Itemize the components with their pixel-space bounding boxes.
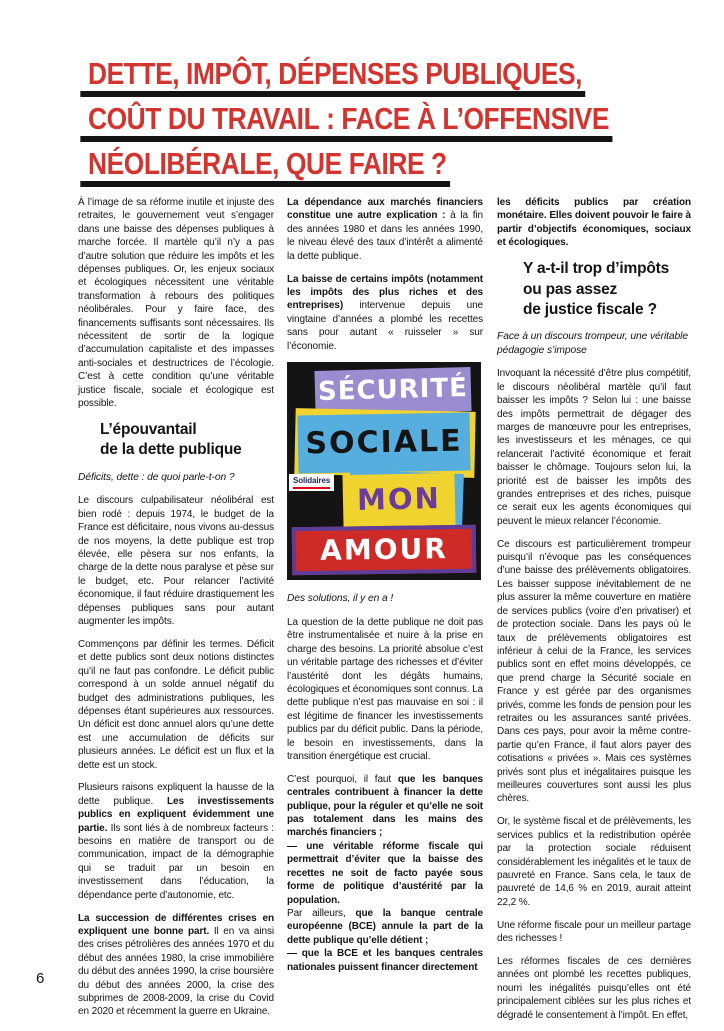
article-title-line-1 xyxy=(88,57,701,102)
poster-securite-sociale-mon-amour xyxy=(287,362,481,580)
section-heading: Y a-t-il trop d’impôts ou pas assez de justice fiscale ? xyxy=(523,260,670,319)
title-text: DETTE, IMPÔT, DÉPENSES PUBLIQUES, xyxy=(88,57,582,94)
section-kicker: Déficits, dette : de quoi parle-t-on ? xyxy=(78,471,235,483)
paragraph: La dépendance aux marchés financiers constitue une autre explication : à la fin des années 1980 et dans les années 1990, le niveau élevé des taux d’intérêt a alimenté la dette publique. xyxy=(287,197,484,262)
article-column-1 xyxy=(78,196,274,1028)
column-2-top xyxy=(287,196,483,353)
section-kicker: Face à un discours trompeur, une véritable pédagogie s’impose xyxy=(497,331,688,356)
solidaires-logo: Solidaires xyxy=(289,474,334,491)
paragraph: Une réforme fiscale pour un meilleur partage des richesses ! xyxy=(497,919,691,945)
section-kicker: Des solutions, il y en a ! xyxy=(287,593,394,605)
paragraph: La succession de différentes crises en expliquent une bonne part. Il en va ainsi des crises pétrolières des années 1970 et du début des années 1980, la crise immobilière du début des années 1990, la crise boursière du début des années 2000, la crise des subprimes de 2008-2009, la crise du Covid en 2020 et récemment la guerre en Ukraine. xyxy=(78,912,275,1018)
paragraph: À l’image de sa réforme inutile et injuste des retraites, le gouvernement veut s’engager dans une baisse des dépenses publiques à marche forcée. Il martèle qu’il n’y a pas d’autre solution que réduire les impôts et les dépenses publiques. Or, les enjeux sociaux et écologiques nécessitent une véritable transformation à rebours des politiques néolibérales. Pour y faire face, des financements suffisants sont nécessaires. Ils nécessitent de sortir de la logique d’accumulation capitaliste et des impasses anti-sociales et destructrices de l’écologie. C’est à cette condition qu’une véritable justice fiscale, sociale et écologique est possible. xyxy=(78,197,274,410)
paragraph: Le discours culpabilisateur néolibéral est bien rodé : depuis 1974, le budget de la France est déficitaire, nous vivons au-dessus de nos moyens, la dette publique est trop élevée, elle pèsera sur nos enfants, la charge de la dette nous paralyse et pèse sur le budget, etc. Pour relancer l’activité économique, il faut réduire drastiquement les dépenses publiques sans pour autant augmenter les impôts. xyxy=(78,495,274,627)
article-column-2 xyxy=(287,196,483,983)
column-2-bottom xyxy=(287,592,483,973)
article-title-line-3 xyxy=(88,147,701,192)
paragraph: Les réformes fiscales de ces dernières années ont plombé les recettes publiques, nourri les inégalités puisqu’elles ont été principalement ciblées sur les plus riches et dégradé le consentement à l’impôt. En effet, xyxy=(497,955,691,1021)
paragraph: Ce discours est particulièrement trompeur puisqu’il n’évoque pas les conséquences d’une baisse des prélèvements obligatoires. Les baisser suppose inévitablement de ne plus assurer la même couverture en matière de services publics (voire d’en privatiser) et de protection sociale. Dans les pays où le taux de prélèvements obligatoires est inférieur à celui de la France, les services publics sont en effet moins développés, ce que prend charge la Sécurité sociale en France y est gérée par des organismes privés, comme les fonds de pension pour les retraites ou les assurances santé privées. Dans ces pays, pour avoir la même contre-partie qu’en France, il faut alors payer des cotisations « privées ». Mais ces systèmes privés sont plus et inégalitaires puisque les meilleures couvertures sont aussi les plus chères. xyxy=(497,538,691,805)
paragraph: La baisse de certains impôts (notamment les impôts des plus riches et des entreprises) intervenue depuis une vingtaine d’années a plombé les recettes sans pour autant « ruisseler » sur l’économie. xyxy=(287,273,483,352)
poster-word-securite: SÉCURITÉ xyxy=(314,367,471,415)
article-column-3 xyxy=(497,196,691,1031)
paragraph: Invoquant la nécessité d’être plus compétitif, le discours néolibéral martèle qu’il faut baisser les impôts ? Selon lui : une baisse des impôts permettrait de dégager des marges de manœuvre pour les entreprises, les investisseurs et les ménages, ce qui relancerait l’activité économique et ferait baisser le chômage. Toujours selon lui, la priorité est de baisser les impôts des grandes entreprises et des riches, puisque ce serait eux les agents économiques qui peuvent le mieux relancer l’économie. xyxy=(497,368,691,527)
article-title xyxy=(88,57,701,192)
paragraph: La question de la dette publique ne doit pas être instrumentalisée et nuire à la prise en charge des besoins. La priorité absolue c’est un véritable partage des richesses et d’éviter l’austérité dont les dégâts humains, écologiques et économiques sont connus. La dette publique n’est pas mauvaise en soi : il est légitime de financer les investissements publics par du déficit public. Dans la période, le besoin en investissements, dans la transition énergétique est crucial. xyxy=(287,616,483,762)
paragraph: les déficits publics par création monétaire. Elles doivent pouvoir le faire à partir d’objectifs économiques, sociaux et écologiques. xyxy=(497,197,691,249)
article-title-line-2 xyxy=(88,102,701,147)
paragraph: Or, le système fiscal et de prélèvements, les services publics et la redistribution opérée par la protection sociale réduisent considérablement les inégalités et le taux de pauvreté en France. Sans cela, le taux de pauvreté de 14,6 % en 2019, aurait atteint 22,2 %. xyxy=(497,816,691,908)
section-heading: L’épouvantail de la dette publique xyxy=(100,421,242,459)
paragraph: C’est pourquoi, il faut que les banques centrales contribuent à financer la dette publique, pour la réguler et qu’elle ne soit pas totalement dans les mains des marchés financiers ; — une véritable réforme fiscale qui permettrait d’éviter que la baisse des recettes ne soit de facto payée sous forme de politique d’austérité par la population. Par ailleurs, que la banque centrale européenne (BCE) annule la part de la dette publique qu’elle détient ; — que la BCE et les banques centrales nationales puissent financer directement xyxy=(287,773,484,973)
title-text: COÛT DU TRAVAIL : FACE À L’OFFENSIVE xyxy=(88,102,609,139)
paragraph: Plusieurs raisons expliquent la hausse de la dette publique. Les investissements publics en expliquent évidemment une partie. Ils sont liés à de nombreux facteurs : besoins en matière de transport ou de communication, impact de la démographie qui se traduit par un besoin en investissement dans l’éducation, la dépendance perte d’autonomie, etc. xyxy=(78,782,274,901)
poster-word-mon: MON xyxy=(342,473,455,527)
title-text: NÉOLIBÉRALE, QUE FAIRE ? xyxy=(88,147,447,184)
paragraph: Commençons par définir les termes. Déficit et dette publics sont deux notions distinctes qu’il ne faut pas confondre. Le déficit public correspond à un solde annuel négatif du budget des administrations publiques, les dépenses étant supérieures aux ressources. Un déficit est donc annuel alors qu’une dette est une accumulation de déficits sur plusieurs années. Le déficit est un flux et la dette est un stock. xyxy=(78,638,274,771)
poster-word-sociale: SOCIALE xyxy=(298,413,471,474)
poster-word-amour: AMOUR xyxy=(292,525,477,576)
page-number: 6 xyxy=(36,970,45,987)
